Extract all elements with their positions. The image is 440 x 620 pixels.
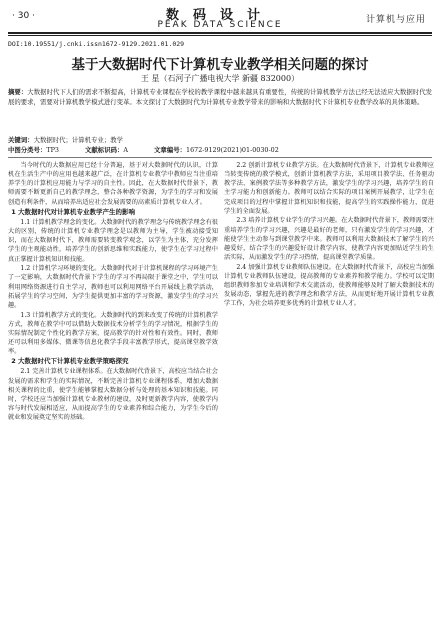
article-no-value: 1672-9129(2021)01-0030-02: [186, 146, 279, 154]
keywords-text: 大数据时代；计算机专业；教学: [33, 136, 124, 144]
clc-field: [8, 146, 71, 154]
author-line: 王 星（石河子广播电视大学 新疆 832000）: [140, 74, 300, 83]
keywords: [8, 136, 432, 145]
body-column-right: [224, 161, 434, 616]
section-2-2-paragraph: 2.2 创新计算机专业教学方法。在大数据时代背景下，计算机专业教师应当转变传统的教学模式，创新计算机教学方法，采用项目教学法、任务驱动教学法、案例教学法等多种教学方法，激发学生的学习兴趣，培养学生的自主学习能力和创新能力。教师可以结合实际的项目案例开展教学，让学生在完成项目的过程中掌握计算机知识和技能，提高学生的实践操作能力，促进学生的全面发展。: [224, 162, 434, 215]
page-header: [0, 0, 440, 36]
clc-value: TP3: [46, 146, 59, 154]
doi: DOI:10.19551/j.cnki.issn1672-9129.2021.01.029: [8, 40, 185, 48]
column-name: 计算机与应用: [365, 15, 426, 25]
header-rule-thick: [8, 32, 432, 34]
section-1-3-paragraph: 1.3 计算机教学方式的变化。大数据时代的到来改变了传统的计算机教学方式，教师在教学中可以借助大数据技术分析学生的学习情况，根据学生的实际情况制定个性化的教学方案，提高教学的针对性和有效性。同时，教师还可以利用多媒体、微课等信息化教学手段丰富教学形式，提高课堂教学效率。: [8, 311, 218, 356]
article-no-field: [154, 146, 291, 154]
doc-code-value: A: [123, 146, 128, 154]
abstract-label: 摘要：: [8, 88, 28, 96]
body-divider: [8, 157, 432, 158]
doc-code-field: [85, 146, 140, 154]
journal-english-title: PEAK DATA SCIENCE: [157, 20, 283, 30]
keywords-label: 关键词：: [8, 136, 34, 144]
section-2-4-paragraph: 2.4 加强计算机专业教师队伍建设。在大数据时代背景下，高校应当加强计算机专业教师队伍建设，提高教师的专业素养和教学能力。学校可以定期组织教师参加专业培训和学术交流活动，使教师能够及时了解大数据技术的发展动态，掌握先进的教学理念和教学方法，从而更好地开展计算机专业教学工作，为社会培养更多优秀的计算机专业人才。: [224, 263, 434, 308]
section-1-2-paragraph: 1.2 计算机学习环境的变化。大数据时代对于计算机课程的学习环境产生了一定影响，大数据时代背景下学生的学习不再局限于课堂之中，学生可以利用网络资源进行自主学习，教师也可以利用网络平台开展线上教学活动，拓展学生的学习空间，为学生提供更加丰富的学习资源，激发学生的学习兴趣。: [8, 265, 218, 309]
section-2-1-paragraph: 2.1 完善计算机专业课程体系。在大数据时代背景下，高校应当结合社会发展的需求和学生的实际情况，不断完善计算机专业课程体系，增加大数据相关课程的比重，使学生能够掌握大数据分析与处理的基本知识和技能。同时，学校还应当加强计算机专业教材的建设，及时更新教学内容，使教学内容与时代发展相适应，从而提高学生的专业素养和综合能力，为学生今后的就业和发展奠定坚实的基础。: [8, 368, 218, 422]
article-no-label: 文章编号：: [154, 146, 186, 154]
clc-label: 中图分类号：: [8, 146, 47, 154]
page-number: · 30 ·: [12, 11, 35, 21]
abstract-text: 大数据时代下人们的需求不断提高，计算机专业课程在学校的教学课程中越来越具有重要性，传统的计算机教学方法已经无法适应大数据时代发展的要求，需要对计算机教学模式进行变革。本文探讨了大数据时代为计算机专业教学带来的影响和大数据时代下计算机专业教学改革的具体策略。: [8, 88, 433, 106]
section-1-1-paragraph: 1.1 计算机教学理念的变化。大数据时代的教学理念与传统教学理念有很大的区别，传统的计算机专业教学理念是以教师为主导，学生被动接受知识，而在大数据时代下，教师需要转变教学观念，以学生为主体，充分发挥学生的主观能动性，培养学生的创新思维和实践能力，使学生在学习过程中真正掌握计算机知识和技能。: [8, 218, 218, 263]
doc-code-label: 文献标识码：: [85, 146, 124, 154]
abstract: [8, 88, 432, 107]
article-title: 基于大数据时代下计算机专业教学相关问题的探讨: [71, 57, 369, 73]
intro-paragraph: 当今时代的大数据应用已经十分普遍，基于对大数据时代的认识，计算机在生活生产中的应用也越来越广泛，在计算机专业教学中教师应当注重培养学生的计算机应用能力与学习的自主性。因此，在大数据时代背景下，教师需要不断更新自己的教学理念，整合各种教学资源，为学生的学习和发展创造有利条件，从而培养出适应社会发展需要的高素质计算机专业人才。: [8, 162, 218, 206]
section-2-3-paragraph: 2.3 培养计算机专业学生的学习兴趣。在大数据时代背景下，教师需要注重培养学生的学习兴趣，兴趣是最好的老师，只有激发学生的学习兴趣，才能使学生主动参与到课堂教学中来。教师可以利用大数据技术了解学生的兴趣爱好，结合学生的兴趣爱好设计教学内容，使教学内容更加贴近学生的生活实际，从而激发学生的学习热情，提高课堂教学质量。: [224, 217, 434, 262]
section-1-heading: 1 大数据时代对计算机专业教学产生的影响: [11, 207, 136, 216]
section-2-heading: 2 大数据时代下计算机专业教学策略探究: [11, 357, 129, 366]
classification-row: [8, 146, 432, 155]
journal-title: 数码设计: [165, 8, 274, 23]
body-column-left: [8, 161, 218, 616]
header-rule-thin: [8, 35, 432, 36]
